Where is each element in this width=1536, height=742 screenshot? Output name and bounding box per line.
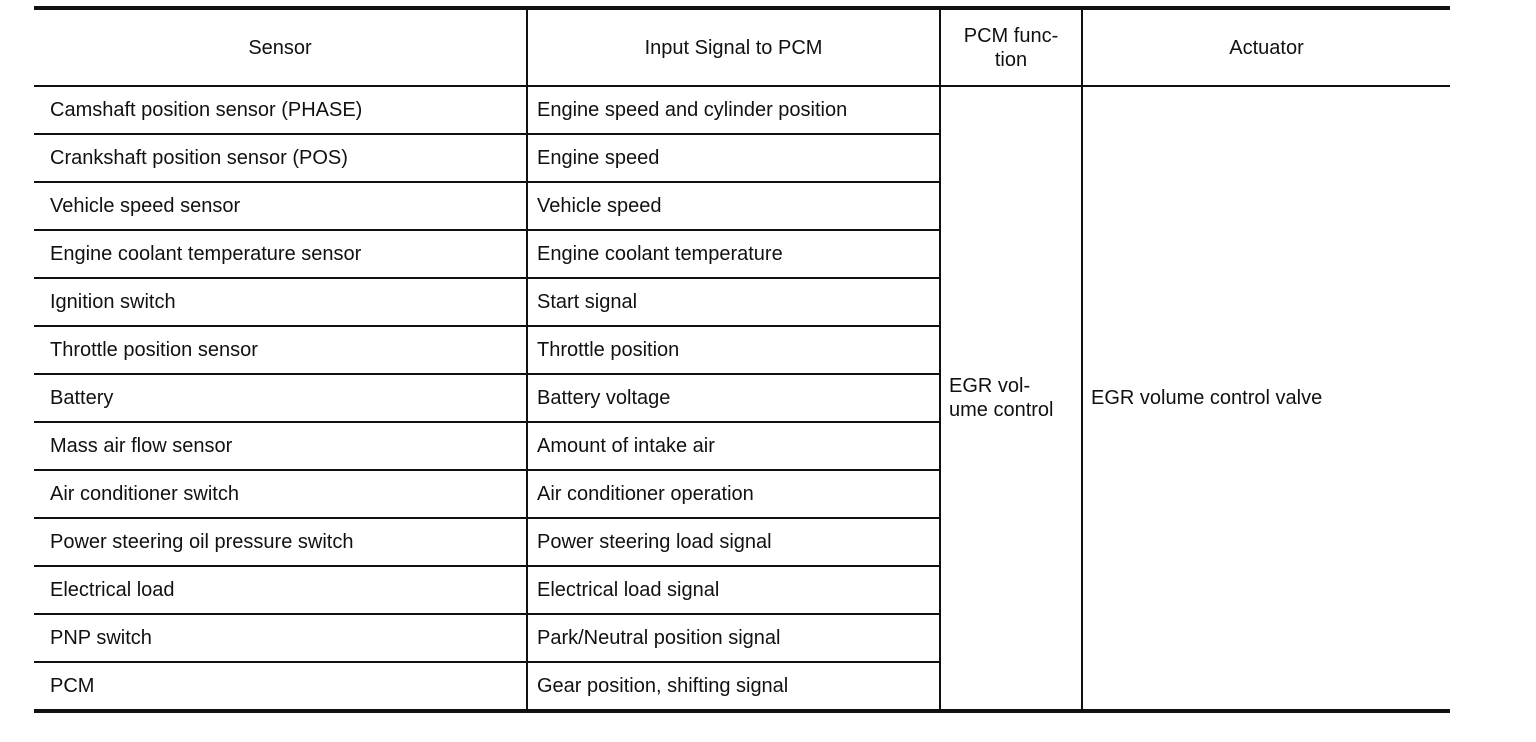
header-row [34,8,1450,86]
sensor-cell: Electrical load [34,566,527,614]
header-input-signal: Input Signal to PCM [527,8,940,86]
signal-cell: Vehicle speed [527,182,940,230]
actuator-cell: EGR volume control valve [1082,86,1450,711]
signal-cell: Gear position, shifting signal [527,662,940,711]
table-row [34,86,1450,134]
pcm-function-cell [940,86,1082,711]
signal-cell: Engine speed [527,134,940,182]
sensor-cell: Crankshaft position sensor (POS) [34,134,527,182]
sensor-cell: Throttle position sensor [34,326,527,374]
sensor-actuator-table [34,6,1450,713]
sensor-cell: Ignition switch [34,278,527,326]
header-pcm-function-line2: tion [994,48,1028,71]
signal-cell: Park/Neutral position signal [527,614,940,662]
signal-cell: Battery voltage [527,374,940,422]
signal-cell: Air conditioner operation [527,470,940,518]
header-sensor: Sensor [34,8,527,86]
sensor-cell: PCM [50,675,95,697]
sensor-cell: Power steering oil pressure switch [34,518,527,566]
sensor-cell: Air conditioner switch [34,470,527,518]
signal-cell: Power steering load signal [527,518,940,566]
header-pcm-function-line1: PCM func- [963,24,1059,47]
sensor-cell: Camshaft position sensor (PHASE) [34,86,527,134]
pcm-function-line2: ume control [949,399,1054,421]
header-actuator: Actuator [1082,8,1450,86]
sensor-cell: Mass air flow sensor [34,422,527,470]
sensor-cell: Battery [34,374,527,422]
header-pcm-function [940,8,1082,86]
signal-cell: Throttle position [527,326,940,374]
pcm-function-line1: EGR vol- [949,375,1031,397]
signal-cell: Engine speed and cylinder position [527,86,940,134]
sensor-cell: Engine coolant temperature sensor [34,230,527,278]
sensor-cell: Vehicle speed sensor [34,182,527,230]
signal-cell: Amount of intake air [527,422,940,470]
signal-cell: Electrical load signal [527,566,940,614]
signal-cell: Engine coolant temperature [527,230,940,278]
signal-cell: Start signal [527,278,940,326]
sensor-cell: PNP switch [34,614,527,662]
